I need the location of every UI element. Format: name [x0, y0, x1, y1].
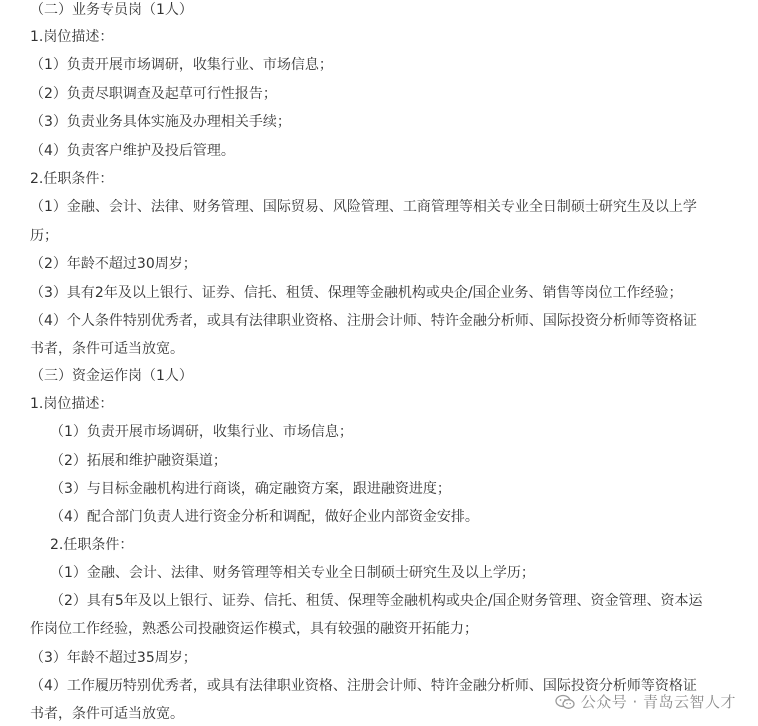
list-item: （4）负责客户维护及投后管理。	[30, 143, 235, 159]
list-item: （2）负责尽职调查及起草可行性报告；	[30, 86, 277, 102]
list-item: （1）负责开展市场调研，收集行业、市场信息；	[30, 57, 333, 73]
wechat-icon	[555, 694, 575, 710]
list-item-cont: 书者，条件可适当放宽。	[30, 706, 184, 722]
list-item: （1）负责开展市场调研，收集行业、市场信息；	[50, 424, 353, 440]
section-heading: （三）资金运作岗（1人）	[30, 368, 193, 384]
list-item: （4）个人条件特别优秀者，或具有法律职业资格、注册会计师、特许金融分析师、国际投资分析师等资格证	[30, 313, 697, 329]
subheading: 1.岗位描述：	[30, 29, 114, 45]
list-item: （3）年龄不超过35周岁；	[30, 650, 197, 666]
watermark	[555, 691, 736, 712]
list-item: （3）与目标金融机构进行商谈，确定融资方案，跟进融资进度；	[50, 481, 451, 497]
list-item: （1）金融、会计、法律、财务管理等相关专业全日制硕士研究生及以上学历；	[50, 565, 535, 581]
subheading: 2.任职条件：	[50, 537, 134, 553]
subheading: 2.任职条件：	[30, 171, 114, 187]
list-item: （1）金融、会计、法律、财务管理、国际贸易、风险管理、工商管理等相关专业全日制硕士研究生及以上学	[30, 199, 697, 215]
list-item-cont: 作岗位工作经验，熟悉公司投融资运作模式，具有较强的融资开拓能力；	[30, 621, 478, 637]
list-item-cont: 历；	[30, 228, 58, 244]
list-item: （3）负责业务具体实施及办理相关手续；	[30, 114, 291, 130]
list-item: （2）年龄不超过30周岁；	[30, 256, 197, 272]
list-item: （3）具有2年及以上银行、证券、信托、租赁、保理等金融机构或央企/国企业务、销售等岗位工作经验；	[30, 285, 683, 301]
list-item: （2）拓展和维护融资渠道；	[50, 453, 227, 469]
list-item: （2）具有5年及以上银行、证券、信托、租赁、保理等金融机构或央企/国企财务管理、资金管理、资本运	[50, 593, 703, 609]
subheading: 1.岗位描述：	[30, 396, 114, 412]
list-item-cont: 书者，条件可适当放宽。	[30, 341, 184, 357]
list-item: （4）工作履历特别优秀者，或具有法律职业资格、注册会计师、特许金融分析师、国际投资分析师等资格证	[30, 678, 697, 694]
section-heading: （二）业务专员岗（1人）	[30, 2, 193, 18]
list-item: （4）配合部门负责人进行资金分析和调配，做好企业内部资金安排。	[50, 509, 479, 525]
watermark-text: 公众号 · 青岛云智人才	[580, 693, 736, 711]
